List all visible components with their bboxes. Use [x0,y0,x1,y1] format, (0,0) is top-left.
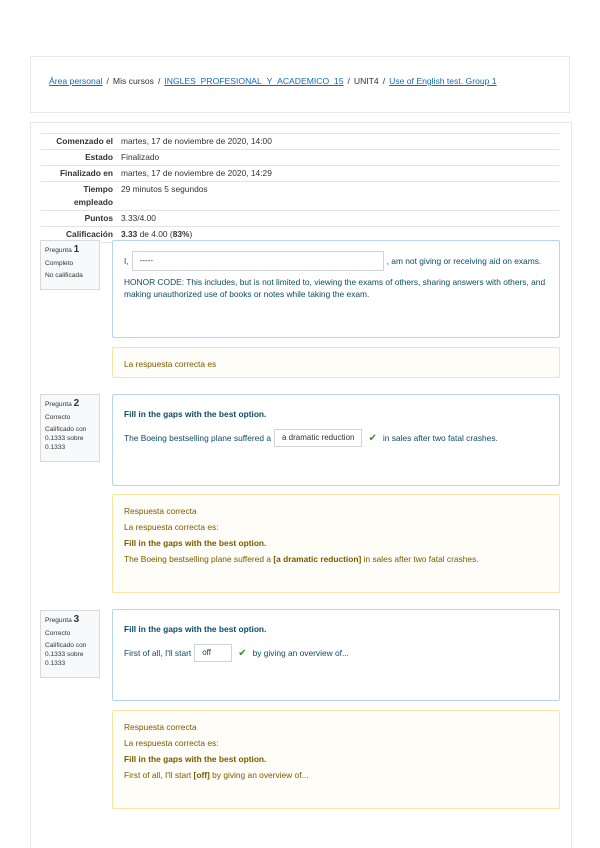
question-label: Pregunta [45,247,72,254]
question-1-correct-answer: La respuesta correcta es [124,359,217,369]
started-value: martes, 17 de noviembre de 2020, 14:00 [121,136,272,146]
feedback-after: by giving an overview of... [209,770,309,780]
time-label [41,183,121,209]
question-number: 1 [73,244,80,255]
honor-code-text: HONOR CODE: This includes, but is not limited to, viewing the exams of others, sharing answers with others, and making unauthorized use of books or notes while taking the exam. [124,277,546,299]
breadcrumb-unit[interactable]: UNIT4 [353,76,379,86]
time-label-line2: empleado [73,197,113,207]
question-1-state: Completo [45,260,74,267]
question-3-number [45,615,95,626]
check-icon: ✔ [238,647,247,659]
feedback-after: in sales after two fatal crashes. [361,554,479,564]
started-label: Comenzado el [56,136,113,146]
question-2-feedback [112,494,560,593]
question-1-grade: No calificada [45,272,83,279]
question-3-feedback-sentence [124,768,548,782]
grade-close: ) [189,229,193,239]
question-3-content [112,609,560,701]
question-2-feedback-sentence [124,552,548,566]
grade-score: 3.33 [121,229,138,239]
finished-label: Finalizado en [59,168,113,178]
breadcrumb-test-link[interactable]: Use of English test. Group 1 [389,76,497,86]
feedback-answer: [off] [193,770,210,780]
feedback-before: First of all, I'll start [124,770,194,780]
question-number: 2 [73,398,80,409]
check-icon: ✔ [368,432,377,444]
question-3-after: by giving an overview of... [252,648,349,658]
breadcrumb-home-link[interactable]: Área personal [49,76,103,86]
question-2-feedback-title: Respuesta correcta [124,506,197,516]
question-2-feedback-label: La respuesta correcta es: [124,522,219,532]
question-1-feedback [112,347,560,378]
breadcrumb-container [30,56,570,113]
question-3-feedback-label: La respuesta correcta es: [124,738,219,748]
question-2-after: in sales after two fatal crashes. [382,433,498,443]
time-value: 29 minutos 5 segundos [121,184,208,194]
question-3-feedback [112,710,560,809]
question-2-answer-select[interactable]: a dramatic reduction [274,429,362,447]
grade-rest: de 4.00 ( [137,229,173,239]
summary-row-state [41,149,559,165]
question-1-number [45,245,95,256]
time-label-line1: Tiempo [83,184,113,194]
grade-label: Calificación [65,229,113,239]
question-1-info [40,240,100,290]
breadcrumb [49,76,497,86]
points-value: 3.33/4.00 [121,213,156,223]
breadcrumb-separator: / [106,76,109,86]
question-3-instruction: Fill in the gaps with the best option. [124,624,267,634]
breadcrumb-courses[interactable]: Mis cursos [112,76,154,86]
summary-row-started [41,133,559,149]
question-label: Pregunta [45,617,72,624]
question-2-state: Correcto [45,414,71,421]
state-value: Finalizado [121,152,160,162]
breadcrumb-separator: / [157,76,161,86]
question-2-feedback-instruction: Fill in the gaps with the best option. [124,538,267,548]
question-3-feedback-title: Respuesta correcta [124,722,197,732]
question-3-before: First of all, I'll start [124,648,192,658]
question-2-content [112,394,560,486]
finished-value: martes, 17 de noviembre de 2020, 14:29 [121,168,272,178]
feedback-answer: [a dramatic reduction] [273,554,362,564]
summary-row-points [41,210,559,226]
breadcrumb-separator: / [347,76,350,86]
question-label: Pregunta [45,401,72,408]
question-2-grade: Calificado con 0.1333 sobre 0.1333 [45,426,87,451]
feedback-before: The Boeing bestselling plane suffered a [124,554,274,564]
question-1-prefix: I, [124,256,129,266]
question-1-suffix: , am not giving or receiving aid on exams. [386,256,542,266]
grade-percent: 83% [172,229,190,239]
breadcrumb-separator: / [382,76,386,86]
question-2-instruction: Fill in the gaps with the best option. [124,409,267,419]
question-3-line [124,644,548,662]
question-3-answer-select[interactable]: off [194,644,232,662]
question-3-state: Correcto [45,630,71,637]
question-2-line [124,429,548,447]
question-1-content [112,240,560,338]
breadcrumb-course-link[interactable]: INGLES_PROFESIONAL_Y_ACADEMICO_15 [164,76,344,86]
summary-row-time [41,181,559,210]
name-input[interactable]: ----- [132,251,384,271]
question-1-line [124,251,548,271]
question-2-number [45,399,95,410]
state-label: Estado [85,152,113,162]
summary-row-finished [41,165,559,181]
question-3-feedback-instruction: Fill in the gaps with the best option. [124,754,267,764]
question-3-info [40,610,100,678]
points-label: Puntos [84,213,113,223]
question-2-before: The Boeing bestselling plane suffered a [124,433,271,443]
question-3-grade: Calificado con 0.1333 sobre 0.1333 [45,642,87,667]
question-2-info [40,394,100,462]
question-number: 3 [73,614,80,625]
attempt-summary-table [41,133,559,243]
